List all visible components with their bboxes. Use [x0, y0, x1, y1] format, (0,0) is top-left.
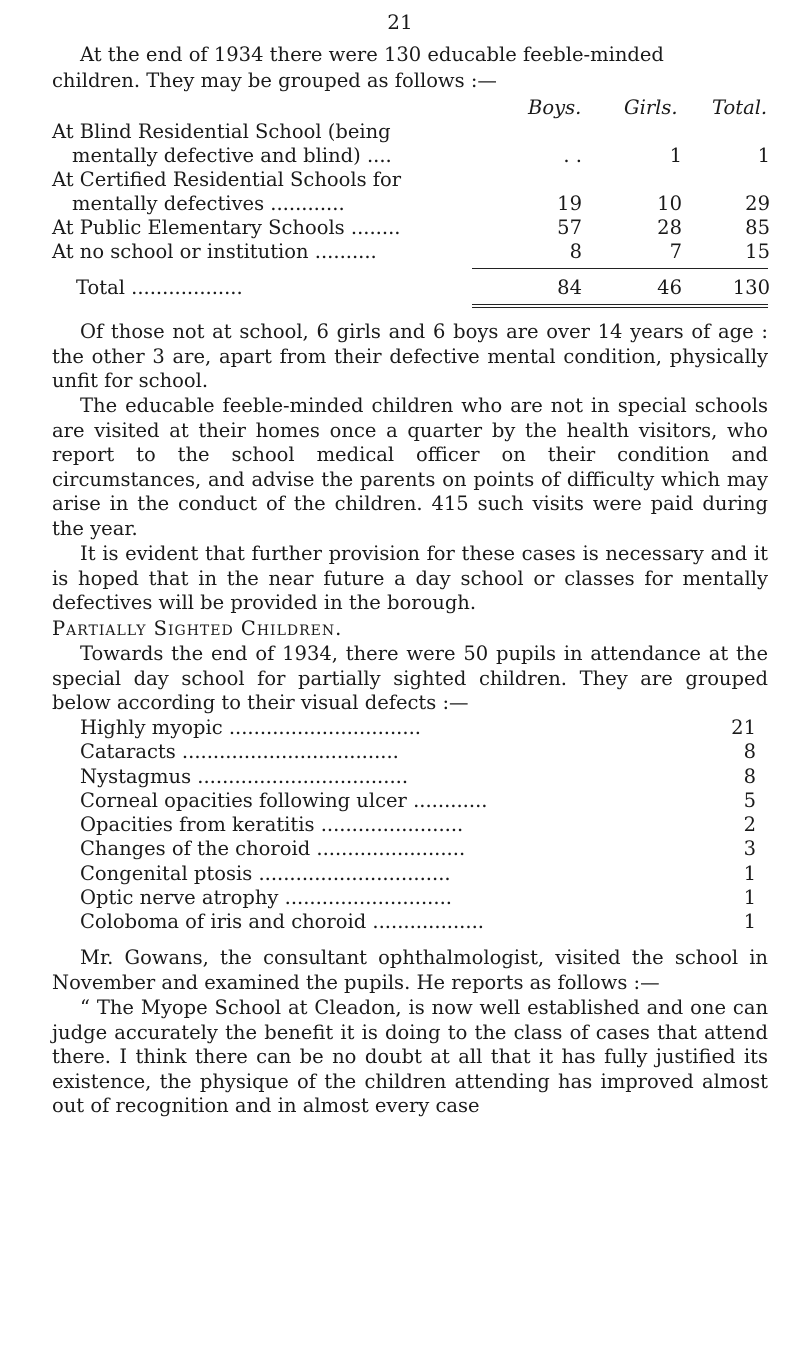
intro-line-1: At the end of 1934 there were 130 educable feeble-minded: [80, 43, 664, 66]
table-rule: [472, 268, 768, 269]
paragraph: Of those not at school, 6 girls and 6 boys are over 14 years of age : the other 3 are, apart from their defective mental condition, physically unfit for school.: [52, 320, 768, 392]
table-row: [52, 216, 768, 240]
table-double-rule: [472, 307, 768, 308]
list-item: Coloboma of iris and choroid .................. 1: [80, 910, 756, 934]
row-label: mentally defectives ............: [72, 192, 345, 215]
quoted-report: “ The Myope School at Cleadon, is now well established and one can judge accurately the benefit it is doing to the class of cases that attend there. I think there can be no doubt at all that it has fully justified its existence, the physique of the children attending has improved almost out of recognition and in almost every case: [52, 996, 768, 1117]
visual-defects-list: [80, 716, 756, 935]
list-item: Congenital ptosis ............................... 1: [80, 861, 756, 885]
cell-boys: . .: [563, 144, 582, 167]
row-label: At Blind Residential School (being: [52, 120, 391, 143]
cell-total: 1: [757, 144, 770, 167]
paragraph: The educable feeble-minded children who are not in special schools are visited at their homes once a quarter by the health visitors, who report to the school medical officer on their condition and circumstances, and advise the parents on points of difficulty which may arise in the conduct of the children. 415 such visits were paid during the year.: [52, 394, 768, 540]
header-total: Total.: [712, 96, 768, 119]
table-row: [52, 168, 768, 192]
table-row: [52, 240, 768, 264]
list-item: Opacities from keratitis ....................... 2: [80, 813, 756, 837]
row-label: At Certified Residential Schools for: [52, 168, 402, 191]
cell-total: 85: [745, 216, 770, 239]
cell-girls: 7: [669, 240, 682, 263]
cell-boys: 19: [557, 192, 582, 215]
list-item: Nystagmus .................................. 8: [80, 764, 756, 788]
table-double-rule: [472, 304, 768, 305]
list-item: Cataracts ................................... 8: [80, 740, 756, 764]
cell-girls: 28: [657, 216, 682, 239]
cell-boys: 8: [569, 240, 582, 263]
total-boys: 84: [557, 276, 582, 299]
intro-line-2: children. They may be grouped as follows :—: [52, 69, 497, 92]
list-item: Changes of the choroid ........................ 3: [80, 837, 756, 861]
cell-girls: 1: [669, 144, 682, 167]
cell-total: 15: [745, 240, 770, 263]
paragraph: Towards the end of 1934, there were 50 pupils in attendance at the special day school for partially sighted children. They are grouped below according to their visual defects :—: [52, 642, 768, 714]
paragraph: Mr. Gowans, the consultant ophthalmologist, visited the school in November and examined the pupils. He reports as follows :—: [52, 946, 768, 994]
table-row: [52, 120, 768, 144]
table-row: [52, 192, 768, 216]
header-girls: Girls.: [624, 96, 678, 119]
cell-boys: 57: [557, 216, 582, 239]
row-label: At Public Elementary Schools ........: [52, 216, 401, 239]
header-boys: Boys.: [528, 96, 582, 119]
section-heading: Partially Sighted Children.: [52, 617, 343, 640]
table-row: [52, 144, 768, 168]
page-number: 21: [387, 10, 413, 34]
row-label: mentally defective and blind) ....: [72, 144, 392, 167]
table-total-row: [52, 276, 768, 300]
list-item: Highly myopic ............................... 21: [80, 716, 756, 739]
cell-total: 29: [745, 192, 770, 215]
cell-girls: 10: [657, 192, 682, 215]
total-girls: 46: [657, 276, 682, 299]
paragraph: It is evident that further provision for these cases is necessary and it is hoped that in the near future a day school or classes for mentally defectives will be provided in the borough.: [52, 542, 768, 614]
intro-text: [52, 42, 772, 94]
table-header: [52, 96, 768, 120]
total-total: 130: [732, 276, 770, 299]
list-item: Optic nerve atrophy ........................... 1: [80, 886, 756, 910]
row-label: At no school or institution ..........: [52, 240, 377, 263]
list-item: Corneal opacities following ulcer ............ 5: [80, 788, 756, 812]
total-label: Total ..................: [76, 276, 243, 299]
